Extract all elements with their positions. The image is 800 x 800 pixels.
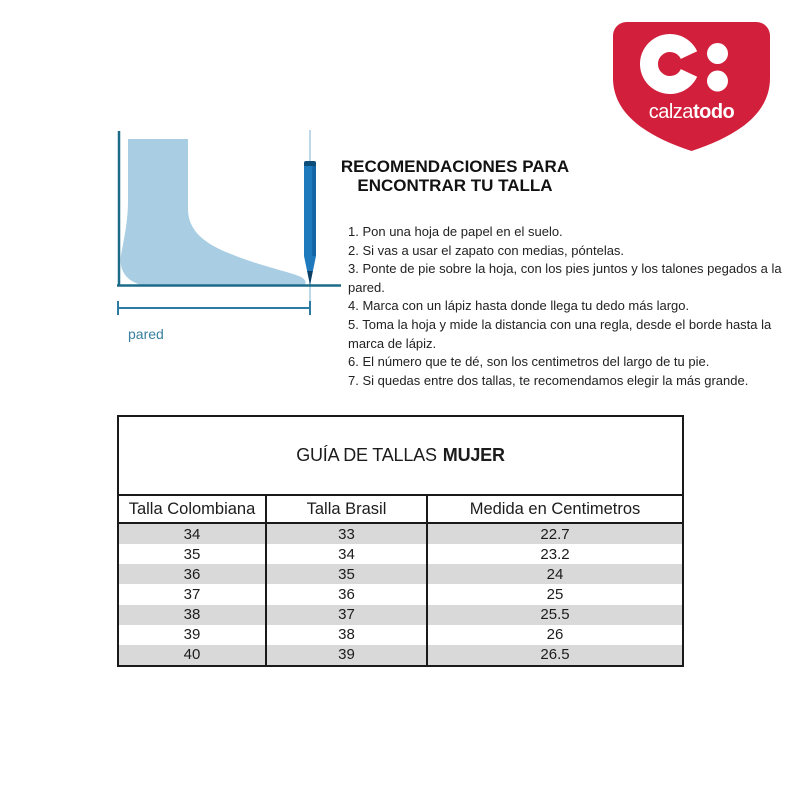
recommendations-title: RECOMENDACIONES PARA ENCONTRAR TU TALLA [340,157,570,195]
table-row [119,625,682,645]
foot-silhouette-icon [121,139,306,286]
wall-label: pared [128,326,164,342]
table-row [119,544,682,564]
table-row [119,605,682,625]
foot-diagram-drawing [55,125,355,375]
cell-centimetros: 25.5 [540,606,570,624]
cell-brasil: 33 [267,524,428,544]
cell-brasil: 39 [267,645,428,665]
logo-wordmark [613,101,770,123]
cell-colombiana: 34 [119,524,267,544]
instruction-step-4: 4. Marca con un lápiz hasta donde llega tu dedo más largo. [348,298,690,314]
instruction-step-6: 6. El número que te dé, son los centimetros del largo de tu pie. [348,354,710,370]
instruction-step-7: 7. Si quedas entre dos tallas, te recomendamos elegir la más grande. [348,372,749,388]
table-row [119,645,682,665]
cell-colombiana: 40 [119,645,267,665]
column-header-medida-cm: Medida en Centimetros [469,499,641,518]
column-header-talla-colombiana: Talla Colombiana [119,496,267,522]
table-header-row [119,496,682,524]
cell-centimetros: 22.7 [540,525,570,543]
cell-colombiana: 36 [119,564,267,584]
table-title [119,417,682,496]
size-guide-table [117,415,684,667]
logo-wordmark-regular: calza [648,101,693,123]
pencil-icon [304,161,316,285]
cell-colombiana: 38 [119,605,267,625]
instruction-step-1: 1. Pon una hoja de papel en el suelo. [348,224,563,239]
table-row [119,524,682,544]
cell-brasil: 37 [267,605,428,625]
cell-brasil: 38 [267,625,428,645]
cell-centimetros: 23.2 [540,545,570,563]
cell-colombiana: 35 [119,544,267,564]
recommendations-list [348,223,798,390]
cell-centimetros: 24 [546,565,564,583]
cell-colombiana: 37 [119,584,267,604]
table-title-bold: MUJER [442,445,505,465]
cell-centimetros: 26 [546,626,564,644]
cell-brasil: 34 [267,544,428,564]
cell-brasil: 36 [267,584,428,604]
instruction-step-2: 2. Si vas a usar el zapato con medias, póntelas. [348,242,625,258]
table-row [119,584,682,604]
instruction-step-3: 3. Ponte de pie sobre la hoja, con los pies juntos y los talones pegados a la pared. [348,261,782,295]
measure-line [118,301,310,315]
table-row [119,564,682,584]
foot-measuring-diagram [55,125,355,375]
table-title-regular: GUÍA DE TALLAS [296,445,437,465]
instruction-step-5: 5. Toma la hoja y mide la distancia con una regla, desde el borde hasta la marca de lápiz. [348,316,772,351]
table-body [119,524,682,665]
column-header-talla-brasil: Talla Brasil [267,496,428,522]
cell-centimetros: 26.5 [540,646,570,664]
calzatodo-logo [613,22,770,151]
cell-colombiana: 39 [119,625,267,645]
logo-wordmark-bold: todo [692,101,735,123]
logo-shield-icon [613,22,770,151]
cell-brasil: 35 [267,564,428,584]
cell-centimetros: 25 [546,585,564,603]
